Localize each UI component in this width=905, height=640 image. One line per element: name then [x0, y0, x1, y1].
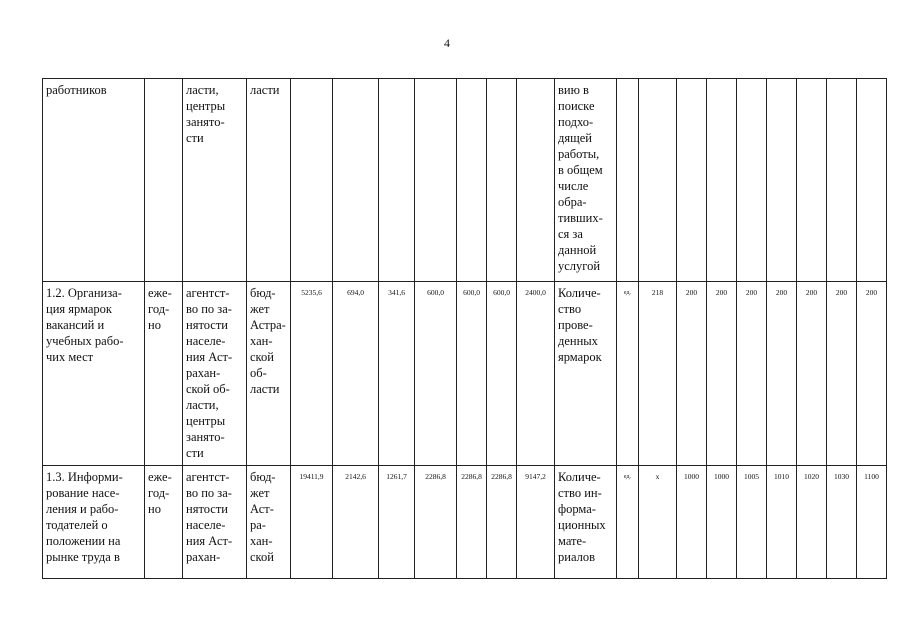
value-cell	[457, 466, 487, 579]
value-cell	[517, 466, 555, 579]
target-cell	[767, 282, 797, 466]
activity-cell	[43, 466, 145, 579]
value-year-6: 9147,2	[525, 472, 546, 481]
unit-cell	[617, 282, 639, 466]
value-cell	[457, 79, 487, 282]
table-row	[43, 466, 887, 579]
value-year-6	[520, 82, 551, 85]
target-cell	[767, 466, 797, 579]
value-cell	[517, 79, 555, 282]
unit-text: ед.	[623, 290, 632, 296]
unit-cell	[617, 466, 639, 579]
value-total	[294, 82, 329, 85]
value-year-3: 2286,8	[425, 472, 446, 481]
target-value: 200	[745, 288, 758, 297]
period-text: еже- год- но	[148, 470, 172, 516]
funding-text: бюд- жет Аст- ра- хан- ской	[250, 470, 276, 564]
executor-cell	[183, 466, 247, 579]
target-value: 1000	[714, 472, 729, 481]
activity-text: 1.2. Организа- ция ярмарок вакансий и учебных рабо- чих мест	[46, 286, 124, 364]
period-cell	[145, 282, 183, 466]
target-cell	[857, 466, 887, 579]
target-value	[740, 82, 763, 85]
unit-text: ед.	[623, 474, 632, 480]
funding-cell	[247, 282, 291, 466]
funding-cell	[247, 79, 291, 282]
value-cell	[379, 466, 415, 579]
target-cell	[797, 466, 827, 579]
funding-text: бюд- жет Астра- хан- ской об- ласти	[250, 286, 286, 396]
activity-cell	[43, 282, 145, 466]
base-cell	[639, 79, 677, 282]
table-row	[43, 282, 887, 466]
target-cell	[737, 466, 767, 579]
target-value: 200	[775, 288, 788, 297]
program-table	[42, 78, 887, 579]
value-year-2: 341,6	[388, 288, 405, 297]
target-value: 1020	[804, 472, 819, 481]
target-cell	[677, 466, 707, 579]
target-cell	[827, 466, 857, 579]
target-value: 200	[865, 288, 878, 297]
target-cell	[737, 282, 767, 466]
target-value: 1005	[744, 472, 759, 481]
value-cell	[415, 282, 457, 466]
target-value	[680, 82, 703, 85]
target-value: 200	[805, 288, 818, 297]
activity-text: 1.3. Информи- рование насе- ления и рабо- тодателей о положении на рынке труда в	[46, 470, 123, 564]
unit-cell	[617, 79, 639, 282]
funding-cell	[247, 466, 291, 579]
target-cell	[737, 79, 767, 282]
value-total: 5235,6	[301, 288, 322, 297]
indicator-text: Количе- ство прове- денных ярмарок	[558, 286, 602, 364]
target-cell	[677, 282, 707, 466]
target-cell	[767, 79, 797, 282]
base-value: 218	[651, 288, 664, 297]
target-value	[860, 82, 883, 85]
activity-cell	[43, 79, 145, 282]
value-cell	[415, 466, 457, 579]
value-cell	[291, 466, 333, 579]
indicator-cell	[555, 466, 617, 579]
indicator-cell	[555, 282, 617, 466]
base-value: х	[655, 472, 660, 481]
value-cell	[415, 79, 457, 282]
value-cell	[517, 282, 555, 466]
funding-text: ласти	[250, 83, 280, 97]
indicator-text: Количе- ство ин- форма- ционных мате- риалов	[558, 470, 606, 564]
executor-cell	[183, 79, 247, 282]
executor-text: агентст- во по за- нятости населе- ния Аст- рахан-	[186, 470, 233, 564]
base-cell	[639, 466, 677, 579]
target-value: 1000	[684, 472, 699, 481]
target-value	[710, 82, 733, 85]
base-cell	[639, 282, 677, 466]
indicator-cell	[555, 79, 617, 282]
value-year-2	[382, 82, 411, 85]
value-year-3	[418, 82, 453, 85]
period-cell	[145, 79, 183, 282]
value-cell	[379, 79, 415, 282]
table-row	[43, 79, 887, 282]
value-year-5	[490, 82, 513, 85]
value-year-4: 2286,8	[461, 472, 482, 481]
target-cell	[857, 79, 887, 282]
period-cell	[145, 466, 183, 579]
value-year-6: 2400,0	[525, 288, 546, 297]
value-cell	[333, 79, 379, 282]
target-value: 200	[685, 288, 698, 297]
target-value	[800, 82, 823, 85]
value-cell	[333, 282, 379, 466]
value-cell	[457, 282, 487, 466]
value-cell	[333, 466, 379, 579]
target-cell	[707, 282, 737, 466]
target-value: 200	[835, 288, 848, 297]
executor-text: ласти, центры занято- сти	[186, 83, 226, 145]
value-year-1	[336, 82, 375, 85]
target-cell	[827, 79, 857, 282]
target-value: 1100	[864, 472, 879, 481]
base-value	[642, 82, 673, 85]
activity-text: работников	[46, 83, 107, 97]
target-value	[770, 82, 793, 85]
value-year-1: 694,0	[347, 288, 364, 297]
executor-text: агентст- во по за- нятости населе- ния Аст- рахан- ской об- ласти, центры занято- сти	[186, 286, 233, 460]
value-cell	[291, 282, 333, 466]
target-value: 200	[715, 288, 728, 297]
target-cell	[677, 79, 707, 282]
target-cell	[857, 282, 887, 466]
value-cell	[487, 282, 517, 466]
indicator-text: вию в поиске подхо- дящей работы, в общем числе обра- тивших- ся за данной услугой	[558, 83, 603, 273]
target-cell	[797, 79, 827, 282]
value-year-3: 600,0	[427, 288, 444, 297]
value-total: 19411,9	[299, 472, 324, 481]
value-cell	[291, 79, 333, 282]
executor-cell	[183, 282, 247, 466]
target-value	[830, 82, 853, 85]
value-cell	[487, 466, 517, 579]
target-cell	[797, 282, 827, 466]
value-cell	[487, 79, 517, 282]
target-cell	[707, 466, 737, 579]
value-year-4: 600,0	[463, 288, 480, 297]
unit-text	[620, 82, 635, 86]
value-year-5: 2286,8	[491, 472, 512, 481]
value-year-5: 600,0	[493, 288, 510, 297]
target-cell	[827, 282, 857, 466]
target-value: 1030	[834, 472, 849, 481]
value-year-4	[460, 82, 483, 85]
target-value: 1010	[774, 472, 789, 481]
value-cell	[379, 282, 415, 466]
page-number: 4	[444, 36, 450, 50]
value-year-2: 1261,7	[386, 472, 407, 481]
value-year-1: 2142,6	[345, 472, 366, 481]
target-cell	[707, 79, 737, 282]
period-text: еже- год- но	[148, 286, 172, 332]
